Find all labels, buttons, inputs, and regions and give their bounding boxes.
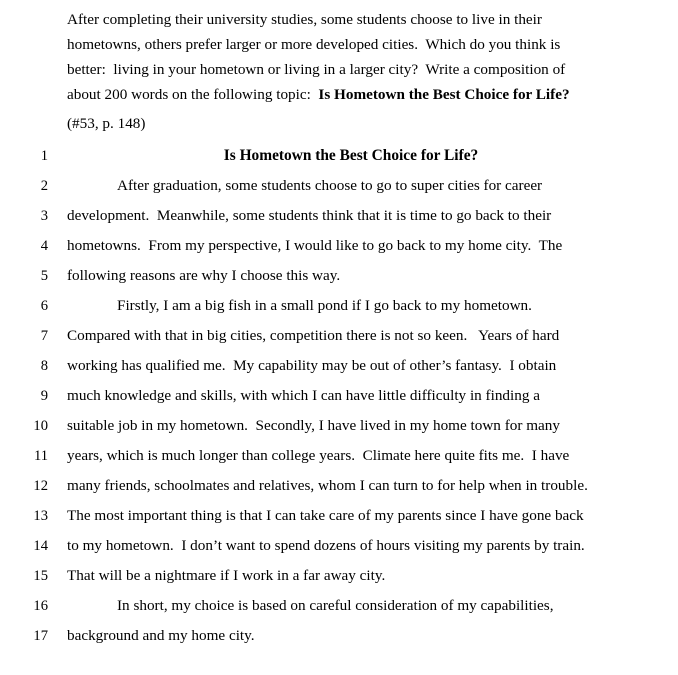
- essay-line-text: many friends, schoolmates and relatives, whom I can turn to for help when in trouble.: [67, 477, 588, 494]
- essay-line-text: working has qualified me. My capability may be out of other’s fantasy. I obtain: [67, 357, 557, 374]
- essay-line-row: [0, 231, 678, 261]
- prompt-line-text: about 200 words on the following topic:: [67, 86, 319, 103]
- essay-line-row: [0, 381, 678, 411]
- line-number: 16: [33, 598, 48, 614]
- essay-line-text: background and my home city.: [67, 627, 255, 644]
- line-number: 5: [40, 268, 48, 284]
- essay-line-text: to my hometown. I don’t want to spend dozens of hours visiting my parents by train.: [67, 537, 585, 554]
- essay-line-row: [0, 141, 678, 171]
- essay-line-row: [0, 171, 678, 201]
- line-number: 11: [33, 448, 48, 464]
- essay-line-row: [0, 591, 678, 621]
- essay-line-row: [0, 201, 678, 231]
- essay-line-text: After graduation, some students choose to go to super cities for career: [117, 177, 543, 194]
- essay-line-text: development. Meanwhile, some students think that it is time to go back to their: [67, 207, 552, 224]
- line-number: 15: [33, 568, 48, 584]
- line-number: 9: [40, 388, 48, 404]
- essay-line-row: [0, 291, 678, 321]
- source-citation: (#53, p. 148): [67, 115, 146, 132]
- line-number: 6: [40, 298, 48, 314]
- prompt-line: better: living in your hometown or living in a larger city? Write a composition of: [67, 61, 566, 78]
- essay-line-text: That will be a nightmare if I work in a far away city.: [67, 567, 386, 584]
- essay-line-text: years, which is much longer than college years. Climate here quite fits me. I have: [67, 447, 570, 464]
- essay-line-row: [0, 501, 678, 531]
- essay-line-row: [0, 531, 678, 561]
- line-number: 3: [40, 208, 48, 224]
- essay-line-row: [0, 261, 678, 291]
- essay-title: Is Hometown the Best Choice for Life?: [223, 147, 479, 164]
- prompt-line: After completing their university studies, some students choose to live in their: [67, 11, 542, 28]
- prompt-bold-topic: Is Hometown the Best Choice for Life?: [318, 86, 570, 103]
- line-number: 4: [40, 238, 48, 254]
- line-number: 14: [33, 538, 48, 554]
- line-number: 2: [40, 178, 48, 194]
- essay-line-text: much knowledge and skills, with which I can have little difficulty in finding a: [67, 387, 540, 404]
- essay-line-text: Firstly, I am a big fish in a small pond if I go back to my hometown.: [117, 297, 532, 314]
- essay-line-text: Compared with that in big cities, competition there is not so keen. Years of hard: [67, 327, 560, 344]
- writing-prompt: [67, 7, 663, 107]
- line-number: 1: [40, 148, 48, 164]
- line-number: 17: [33, 628, 48, 644]
- essay-line-row: [0, 351, 678, 381]
- essay-line-row: [0, 441, 678, 471]
- line-number: 8: [40, 358, 48, 374]
- essay-line-text: following reasons are why I choose this way.: [67, 267, 341, 284]
- essay-line-row: [0, 411, 678, 441]
- essay-line-text: In short, my choice is based on careful consideration of my capabilities,: [117, 597, 554, 614]
- essay-line-text: hometowns. From my perspective, I would like to go back to my home city. The: [67, 237, 563, 254]
- line-number: 12: [33, 478, 48, 494]
- prompt-line-with-topic: [67, 82, 663, 107]
- line-number: 10: [33, 418, 48, 434]
- line-number: 13: [33, 508, 48, 524]
- essay-line-row: [0, 621, 678, 651]
- numbered-essay-body: [0, 141, 678, 651]
- essay-line-text: suitable job in my hometown. Secondly, I have lived in my home town for many: [67, 417, 560, 434]
- line-number: 7: [40, 328, 48, 344]
- essay-line-row: [0, 561, 678, 591]
- essay-line-row: [0, 321, 678, 351]
- essay-line-text: The most important thing is that I can take care of my parents since I have gone back: [67, 507, 584, 524]
- prompt-line: hometowns, others prefer larger or more developed cities. Which do you think is: [67, 36, 561, 53]
- essay-line-row: [0, 471, 678, 501]
